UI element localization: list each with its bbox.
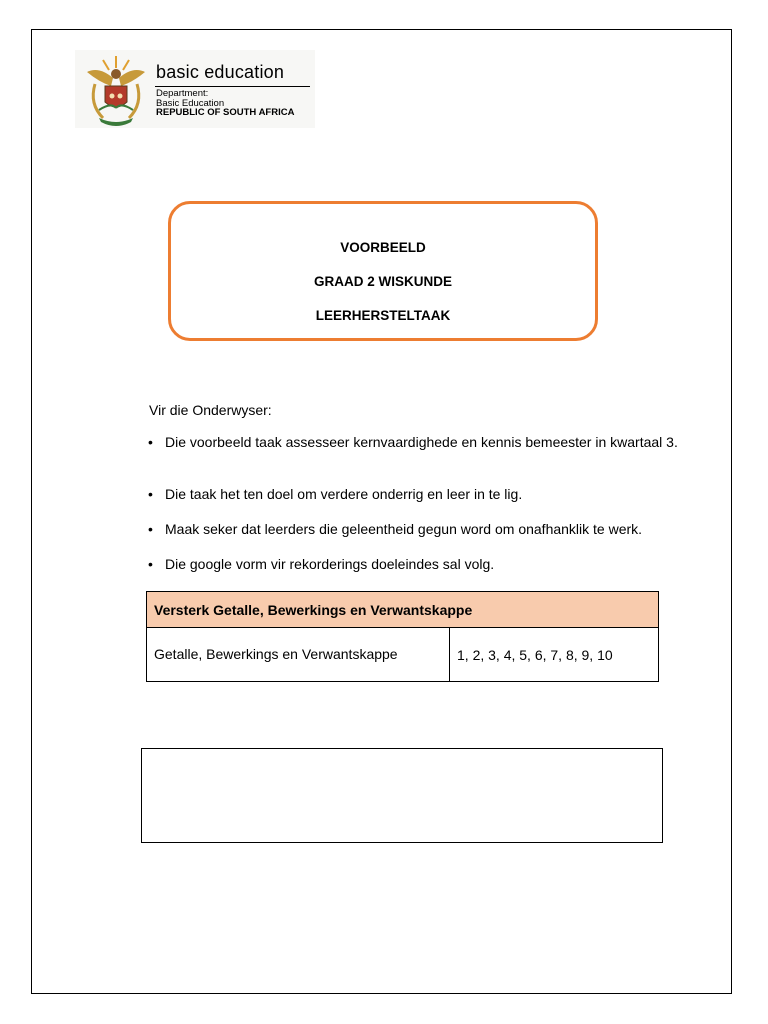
list-item-text: Die taak het ten doel om verdere onderrig en leer in te lig. xyxy=(165,486,523,502)
title-box xyxy=(168,201,598,341)
logo-divider xyxy=(155,86,310,87)
table-cell-numbers: 1, 2, 3, 4, 5, 6, 7, 8, 9, 10 xyxy=(450,628,659,682)
teacher-note-heading: Vir die Onderwyser: xyxy=(149,402,272,418)
logo-country: REPUBLIC OF SOUTH AFRICA xyxy=(156,107,295,118)
list-item-text: Die voorbeeld taak assesseer kernvaardighede en kennis bemeester in kwartaal 3. xyxy=(165,434,678,450)
list-item-text: Maak seker dat leerders die geleentheid gegun word om onafhanklik te werk. xyxy=(165,521,643,537)
page-border xyxy=(31,29,732,994)
logo-department-label: Department: xyxy=(156,88,209,99)
title-task-type: LEERHERSTELTAAK xyxy=(315,308,451,323)
bullet-icon: • xyxy=(148,521,153,537)
list-item-text: Die google vorm vir rekorderings doeleindes sal volg. xyxy=(165,556,495,572)
topic-table xyxy=(146,591,659,682)
dbe-logo xyxy=(75,50,315,128)
bullet-icon: • xyxy=(148,556,153,572)
table-cell-topic: Getalle, Bewerkings en Verwantskappe xyxy=(147,628,450,682)
empty-answer-box xyxy=(141,748,663,843)
title-example: VOORBEELD xyxy=(340,240,426,255)
table-row xyxy=(147,628,659,682)
table-header: Versterk Getalle, Bewerkings en Verwantskappe xyxy=(147,592,659,628)
logo-title: basic education xyxy=(156,62,285,82)
title-grade-subject: GRAAD 2 WISKUNDE xyxy=(313,274,452,289)
bullet-icon: • xyxy=(148,486,153,502)
coat-of-arms-icon xyxy=(81,52,151,126)
logo-department-name: Basic Education xyxy=(156,98,225,109)
bullet-icon: • xyxy=(148,434,153,450)
